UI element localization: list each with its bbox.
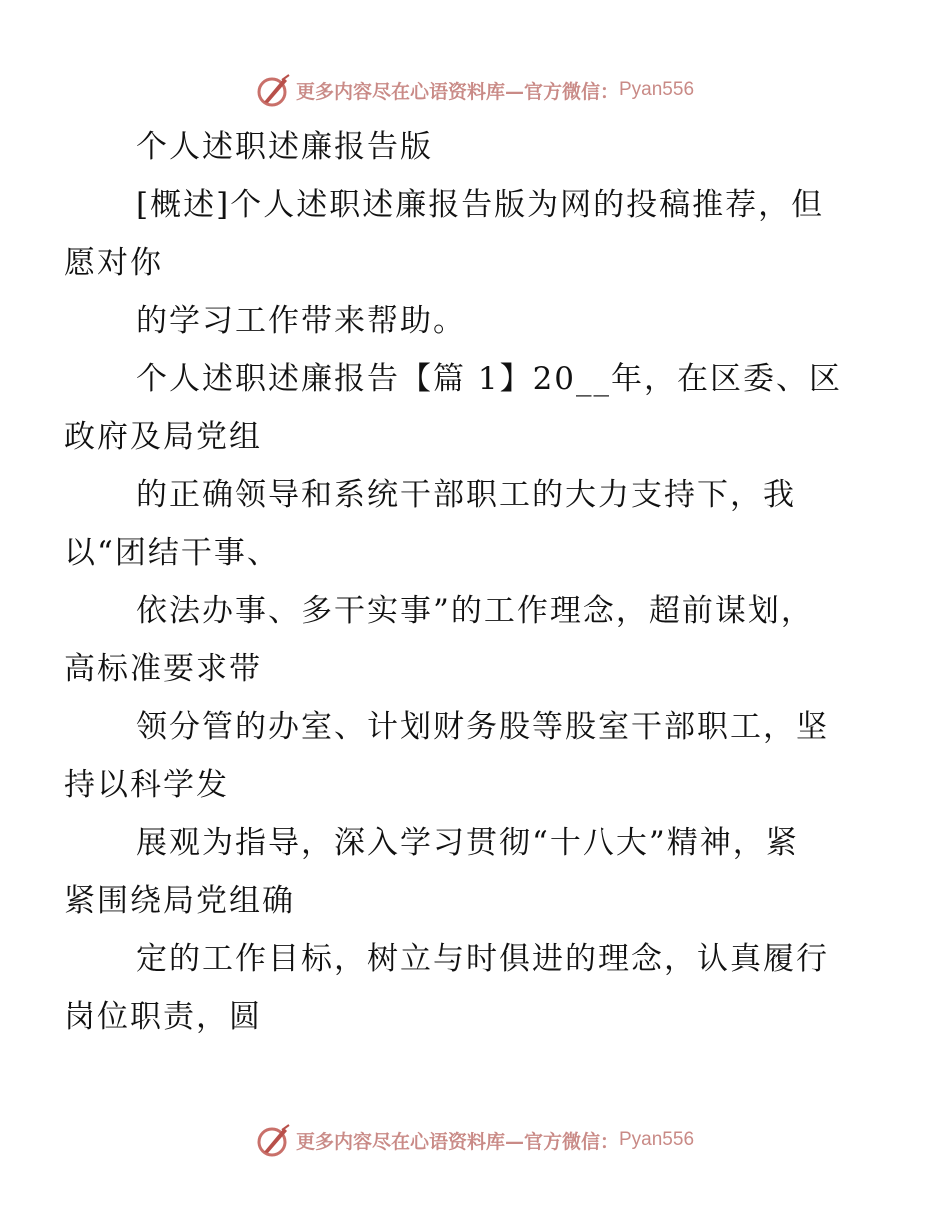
paragraph-title	[100, 118, 860, 176]
paragraph	[100, 292, 860, 350]
paragraph	[64, 350, 860, 466]
text-line: 定的工作目标，树立与时俱进的理念，认真履行	[136, 941, 829, 977]
text-line: 依法办事、多干实事”的工作理念，超前谋划，	[136, 593, 814, 629]
text-line: 政府及局党组	[64, 419, 262, 455]
text-line: 个人述职述廉报告【篇 1】20__年，在区委、区	[136, 361, 843, 397]
paragraph	[64, 930, 860, 1046]
quill-circle-logo-icon	[256, 72, 292, 108]
text-line: 的正确领导和系统干部职工的大力支持下，我	[136, 477, 796, 513]
banner-account: Pyan556	[619, 1129, 695, 1150]
paragraph	[64, 698, 860, 814]
text-line: 愿对你	[64, 245, 163, 281]
paragraph	[64, 466, 860, 582]
text-line: 以“团结干事、	[64, 535, 280, 571]
text-line: 持以科学发	[64, 767, 229, 803]
banner-text: 更多内容尽在心语资料库—官方微信：	[295, 80, 619, 103]
text-line: 的学习工作带来帮助。	[136, 303, 466, 339]
banner-text: 更多内容尽在心语资料库—官方微信：	[295, 1130, 619, 1153]
paragraph-summary	[64, 176, 860, 292]
text-line: 高标准要求带	[64, 651, 262, 687]
quill-circle-logo-icon	[256, 1122, 292, 1158]
paragraph	[64, 582, 860, 698]
text-line: 领分管的办室、计划财务股等股室干部职工，坚	[136, 709, 829, 745]
text-line: 个人述职述廉报告版	[136, 129, 433, 165]
banner-account: Pyan556	[619, 79, 695, 100]
text-line: [概述]个人述职述廉报告版为网的投稿推荐，但	[136, 187, 825, 223]
header-banner	[0, 70, 950, 110]
text-line: 紧围绕局党组确	[64, 883, 295, 919]
footer-banner	[0, 1120, 950, 1160]
paragraph	[64, 814, 860, 930]
document-body	[64, 118, 860, 1046]
text-line: 岗位职责，圆	[64, 999, 262, 1035]
text-line: 展观为指导，深入学习贯彻“十八大”精神，紧	[136, 825, 799, 861]
